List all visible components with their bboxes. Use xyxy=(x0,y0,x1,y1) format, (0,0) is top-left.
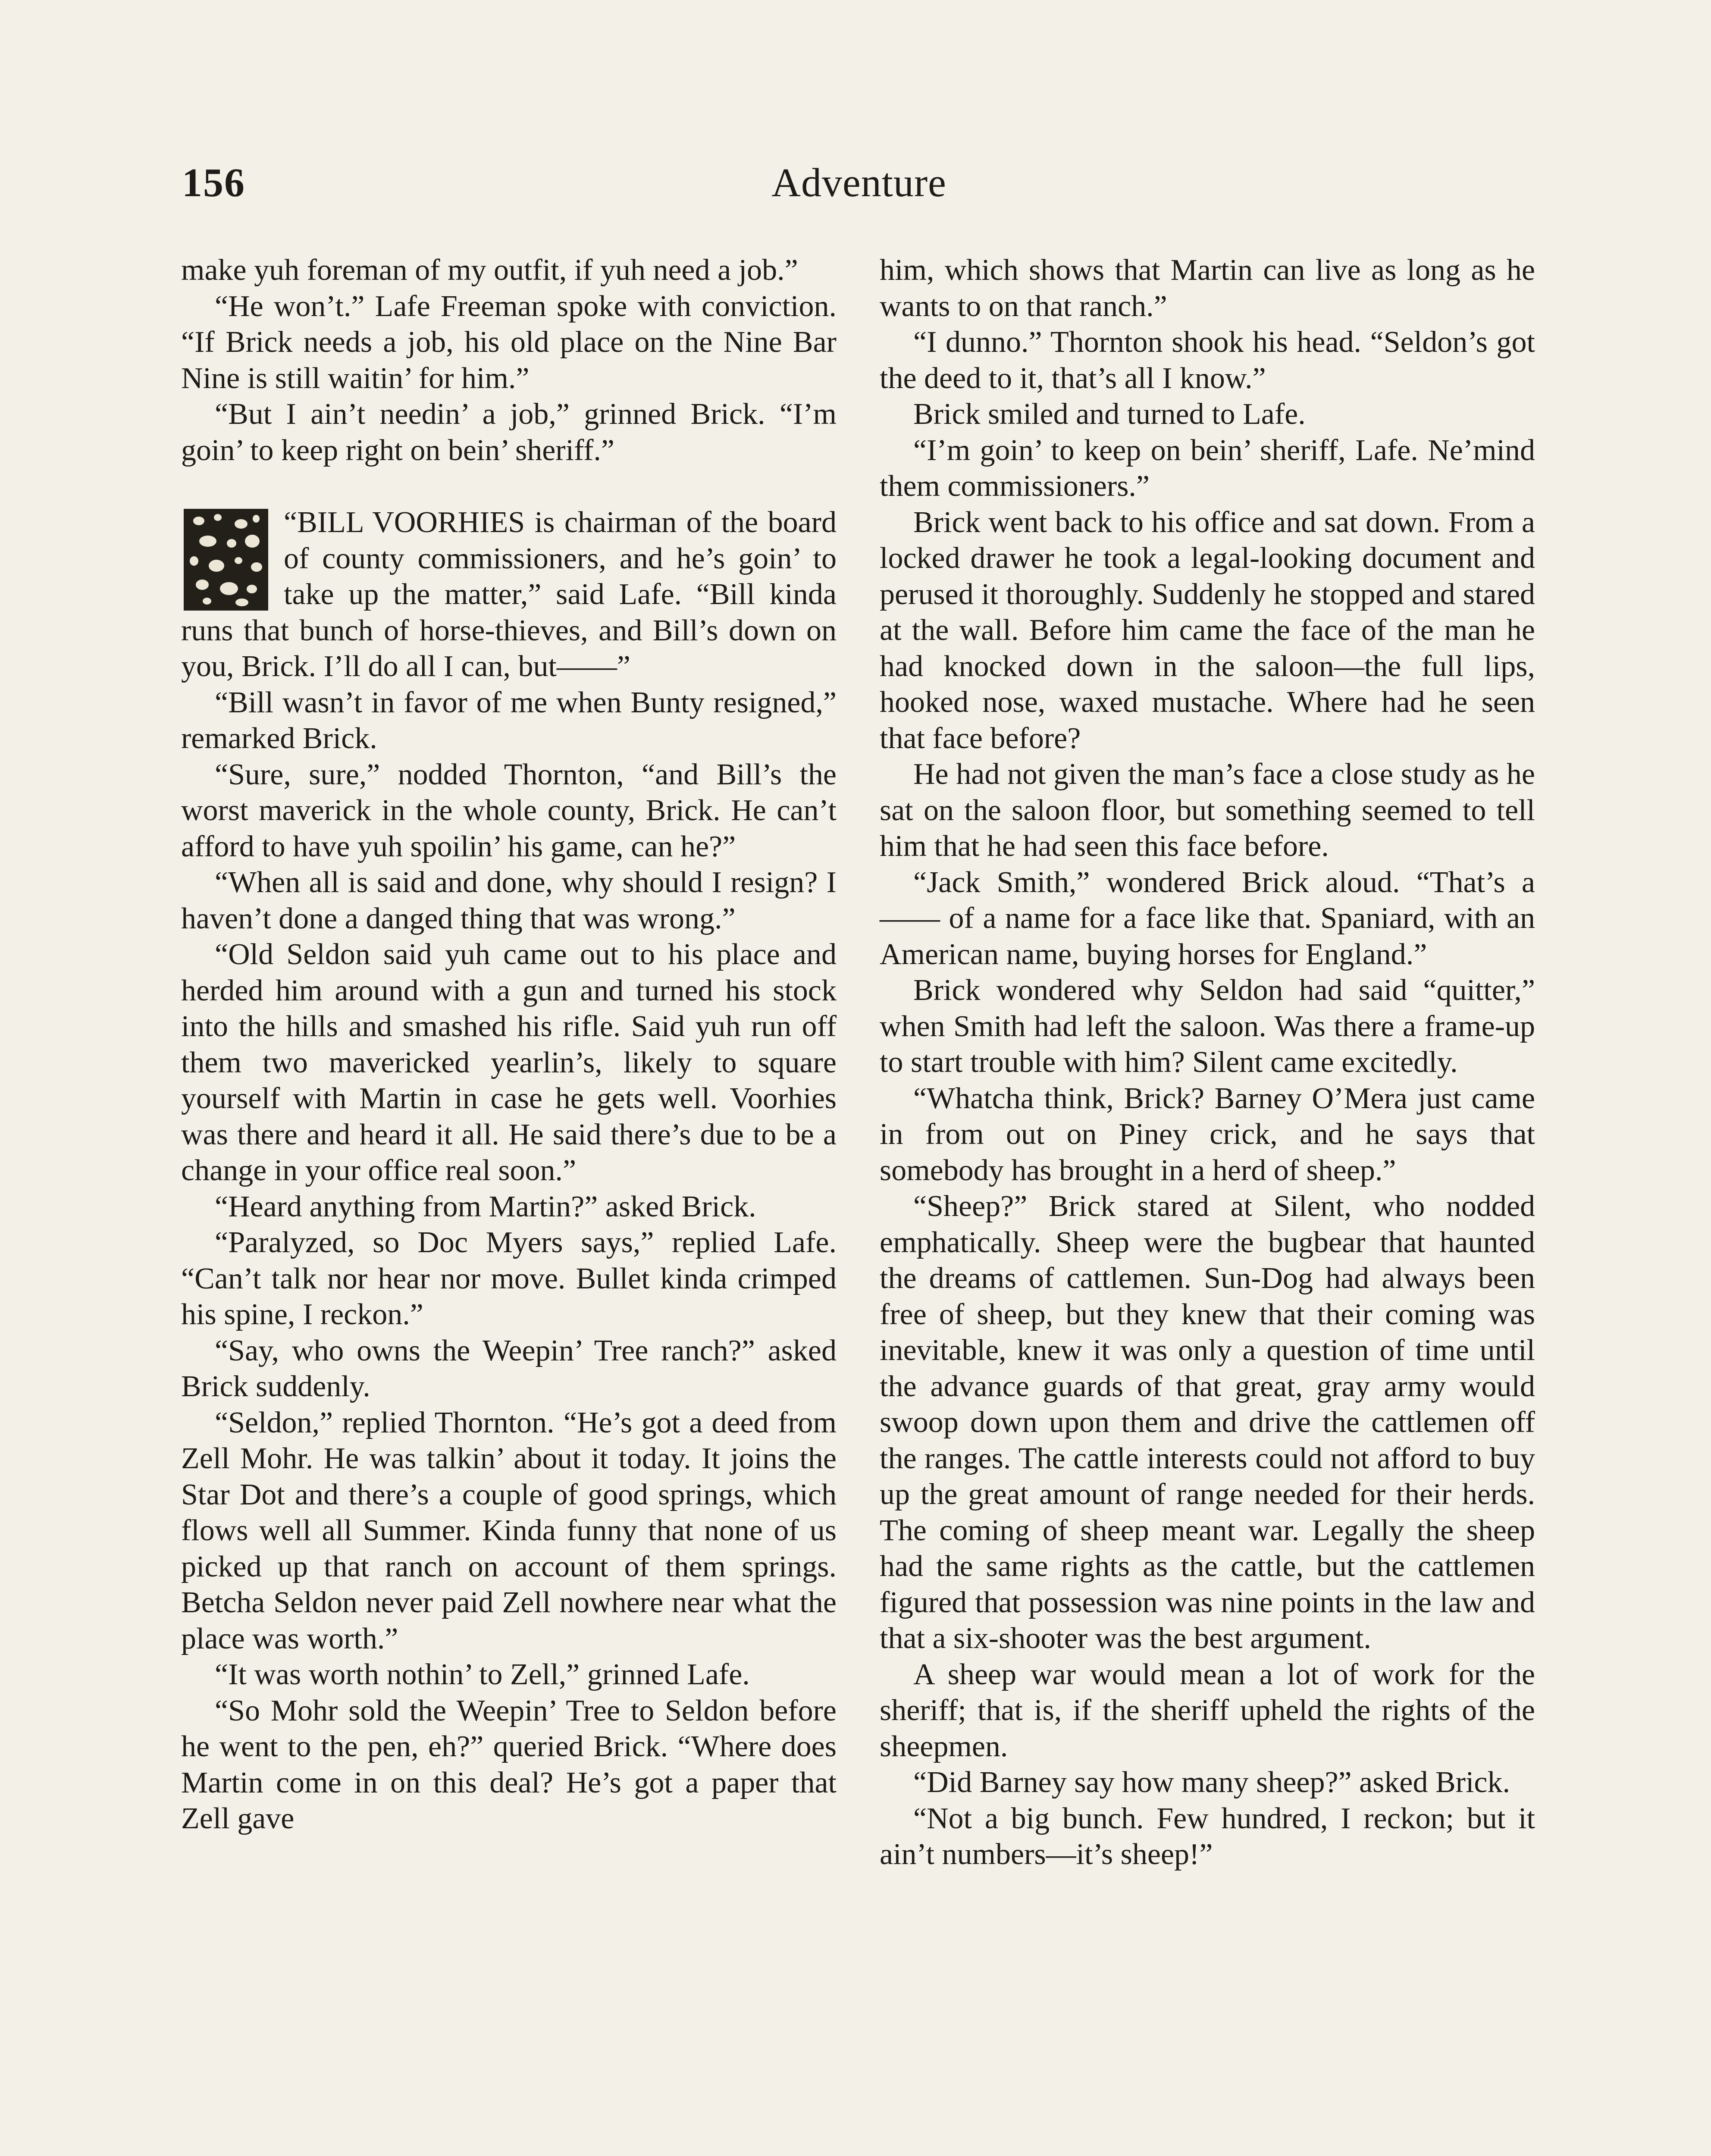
running-title: Adventure xyxy=(771,160,946,205)
paragraph: “He won’t.” Lafe Freeman spoke with conviction. “If Brick needs a job, his old place on the Nine Bar Nine is still waitin’ for him.” xyxy=(181,289,837,395)
left-column xyxy=(181,252,837,1837)
paragraph: “Seldon,” replied Thornton. “He’s got a deed from Zell Mohr. He was talkin’ about it today. It joins the Star Dot and there’s a couple of good springs, which flows well all Summer. Kinda funny that none of us picked up that ranch on account of them springs. Betcha Seldon never paid Zell nowhere near what the place was worth.” xyxy=(181,1406,837,1655)
paragraph: “Jack Smith,” wondered Brick aloud. “That’s a —— of a name for a face like that. Spaniard, with an American name, buying horses for England.” xyxy=(880,865,1535,971)
section-break xyxy=(181,468,837,505)
paragraph: “Bill wasn’t in favor of me when Bunty resigned,” remarked Brick. xyxy=(181,686,837,755)
paragraph: “Say, who owns the Weepin’ Tree ranch?” asked Brick suddenly. xyxy=(181,1334,837,1403)
paragraph: him, which shows that Martin can live as long as he wants to on that ranch.” xyxy=(880,254,1535,323)
paragraph: “BILL VOORHIES is chairman of the board of county commissioners, and he’s goin’ to take up the matter,” said Lafe. “Bill kinda runs that bunch of horse-thieves, and Bill’s down on you, Brick. I’ll do all I can, but——” xyxy=(181,506,837,683)
paragraph: “But I ain’t needin’ a job,” grinned Brick. “I’m goin’ to keep right on bein’ sheriff.” xyxy=(181,398,837,467)
paragraph: “Sure, sure,” nodded Thornton, “and Bill’s the worst maverick in the whole county, Brick. He can’t afford to have yuh spoilin’ his game, can he?” xyxy=(181,758,837,863)
page-number: 156 xyxy=(182,160,245,205)
paragraph: He had not given the man’s face a close study as he sat on the saloon floor, but something seemed to tell him that he had seen this face before. xyxy=(880,758,1535,863)
paragraph: “When all is said and done, why should I resign? I haven’t done a danged thing that was wrong.” xyxy=(181,866,837,935)
paragraph: A sheep war would mean a lot of work for the sheriff; that is, if the sheriff upheld the rights of the sheepmen. xyxy=(880,1658,1535,1763)
paragraph: “I dunno.” Thornton shook his head. “Seldon’s got the deed to it, that’s all I know.” xyxy=(880,326,1535,395)
paragraph: Brick wondered why Seldon had said “quitter,” when Smith had left the saloon. Was there a frame-up to start trouble with him? Silent came excitedly. xyxy=(880,974,1535,1079)
ornamental-dropcap-icon xyxy=(184,509,268,611)
paragraph: “So Mohr sold the Weepin’ Tree to Seldon before he went to the pen, eh?” queried Brick. “Where does Martin come in on this deal? He’s got a paper that Zell gave xyxy=(181,1694,837,1835)
paragraph: Brick smiled and turned to Lafe. xyxy=(913,398,1306,431)
right-column xyxy=(880,252,1535,1873)
paragraph: “I’m goin’ to keep on bein’ sheriff, Lafe. Ne’mind them commissioners.” xyxy=(880,433,1535,503)
paragraph: “Not a big bunch. Few hundred, I reckon; but it ain’t numbers—it’s sheep!” xyxy=(880,1802,1535,1871)
paragraph: “Sheep?” Brick stared at Silent, who nodded emphatically. Sheep were the bugbear that haunted the dreams of cattlemen. Sun-Dog had always been free of sheep, but they knew that their coming was inevitable, knew it was only a question of time until the advance guards of that great, gray army would swoop down upon them and drive the cattlemen off the ranges. The cattle interests could not afford to buy up the great amount of range needed for their herds. The coming of sheep meant war. Legally the sheep had the same rights as the cattle, but the cattlemen figured that possession was nine points in the law and that a six-shooter was the best argument. xyxy=(880,1190,1535,1655)
paragraph: make yuh foreman of my outfit, if yuh need a job.” xyxy=(181,254,798,287)
page-header xyxy=(182,160,1536,220)
paragraph: “Whatcha think, Brick? Barney O’Mera just came in from out on Piney crick, and he says that somebody has brought in a herd of sheep.” xyxy=(880,1081,1535,1187)
paragraph: “Did Barney say how many sheep?” asked Brick. xyxy=(913,1766,1510,1799)
paragraph: “Old Seldon said yuh came out to his place and herded him around with a gun and turned his stock into the hills and smashed his rifle. Said yuh run off them two mavericked yearlin’s, likely to square yourself with Martin in case he gets well. Voorhies was there and heard it all. He said there’s due to be a change in your office real soon.” xyxy=(181,938,837,1187)
paragraph: “Heard anything from Martin?” asked Brick. xyxy=(215,1190,756,1223)
paragraph: “Paralyzed, so Doc Myers says,” replied Lafe. “Can’t talk nor hear nor move. Bullet kinda crimped his spine, I reckon.” xyxy=(181,1226,837,1331)
paragraph: Brick went back to his office and sat down. From a locked drawer he took a legal-looking document and perused it thoroughly. Suddenly he stopped and stared at the wall. Before him came the face of the man he had knocked down in the saloon—the full lips, hooked nose, waxed mustache. Where had he seen that face before? xyxy=(880,505,1535,755)
paragraph: “It was worth nothin’ to Zell,” grinned Lafe. xyxy=(215,1658,750,1691)
